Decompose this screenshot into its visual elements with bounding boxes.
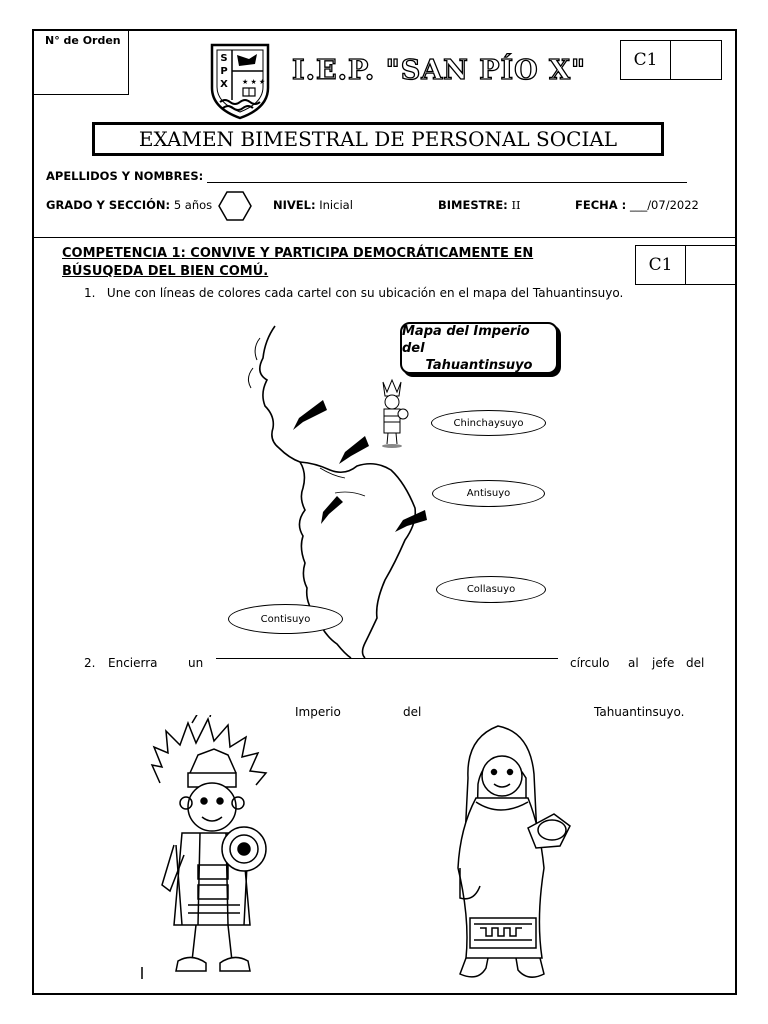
date-field[interactable]: ___/07/2022 bbox=[629, 198, 699, 212]
level-label: NIVEL: bbox=[273, 198, 316, 212]
coya-illustration[interactable] bbox=[430, 718, 578, 983]
inca-small-icon bbox=[373, 378, 411, 450]
grade-row bbox=[46, 198, 212, 212]
inca-chief-illustration[interactable] bbox=[140, 715, 285, 983]
term-row bbox=[438, 198, 521, 212]
q2-word-del: del bbox=[686, 656, 705, 670]
section-hexagon[interactable] bbox=[218, 191, 252, 221]
competence-code: C1 bbox=[636, 246, 686, 284]
term-label: BIMESTRE: bbox=[438, 198, 508, 212]
school-shield-logo bbox=[209, 42, 271, 120]
q2-word-del-2: del bbox=[403, 705, 422, 719]
q2-word-al: al bbox=[628, 656, 639, 670]
grade-value: 5 años bbox=[173, 198, 213, 212]
logo-letter-x: X bbox=[220, 79, 228, 90]
school-name: I.E.P. "SAN PÍO X" bbox=[292, 55, 587, 86]
exam-title: EXAMEN BIMESTRAL DE PERSONAL SOCIAL bbox=[92, 122, 664, 156]
q2-word-imperio: Imperio bbox=[295, 705, 341, 719]
date-label: FECHA : bbox=[575, 198, 627, 212]
code-box-top[interactable] bbox=[620, 40, 722, 80]
map-title-line1: Mapa del Imperio del bbox=[402, 323, 530, 356]
code-box-competence[interactable] bbox=[635, 245, 737, 285]
code-label: C1 bbox=[621, 41, 671, 79]
svg-text:★ ★ ★: ★ ★ ★ bbox=[242, 78, 266, 86]
name-row bbox=[46, 169, 687, 183]
label-antisuyo[interactable]: Antisuyo bbox=[432, 480, 545, 507]
name-label: APELLIDOS Y NOMBRES: bbox=[46, 169, 204, 183]
q2-word-circulo: círculo bbox=[570, 656, 610, 670]
label-collasuyo[interactable]: Collasuyo bbox=[436, 576, 546, 603]
name-field[interactable] bbox=[207, 182, 687, 183]
logo-letter-s: S bbox=[220, 53, 228, 64]
score-cell[interactable] bbox=[671, 41, 721, 79]
map-title bbox=[400, 322, 558, 374]
question1-number: 1. bbox=[84, 286, 96, 300]
grade-label: GRADO Y SECCIÓN: bbox=[46, 198, 171, 212]
label-contisuyo[interactable]: Contisuyo bbox=[228, 604, 343, 634]
q2-word-un: un bbox=[188, 656, 204, 670]
question1-text: Une con líneas de colores cada cartel con su ubicación en el mapa del Tahuantinsuyo. bbox=[106, 286, 624, 300]
question1-instruction bbox=[84, 286, 623, 300]
competence-heading: COMPETENCIA 1: CONVIVE Y PARTICIPA DEMOCRÁTICAMENTE EN BÚSUQEDA DEL BIEN COMÚ. bbox=[62, 246, 534, 279]
order-label: N° de Orden bbox=[45, 34, 121, 47]
level-row bbox=[273, 198, 353, 212]
logo-letter-p: P bbox=[220, 66, 228, 77]
question2-number: 2. bbox=[84, 656, 96, 670]
order-number-box[interactable] bbox=[33, 30, 129, 95]
map-title-line2: Tahuantinsuyo bbox=[425, 357, 533, 373]
q2-word-tahuantinsuyo: Tahuantinsuyo. bbox=[594, 705, 685, 719]
competence-score-cell[interactable] bbox=[686, 246, 736, 284]
date-row bbox=[575, 198, 699, 212]
answer-blank-line[interactable] bbox=[216, 658, 558, 659]
q2-word-jefe: jefe bbox=[652, 656, 675, 670]
level-value: Inicial bbox=[319, 198, 353, 212]
q2-word-encierra: Encierra bbox=[108, 656, 158, 670]
term-value: II bbox=[511, 198, 521, 212]
label-chinchaysuyo[interactable]: Chinchaysuyo bbox=[431, 410, 546, 436]
section-separator bbox=[33, 237, 735, 238]
